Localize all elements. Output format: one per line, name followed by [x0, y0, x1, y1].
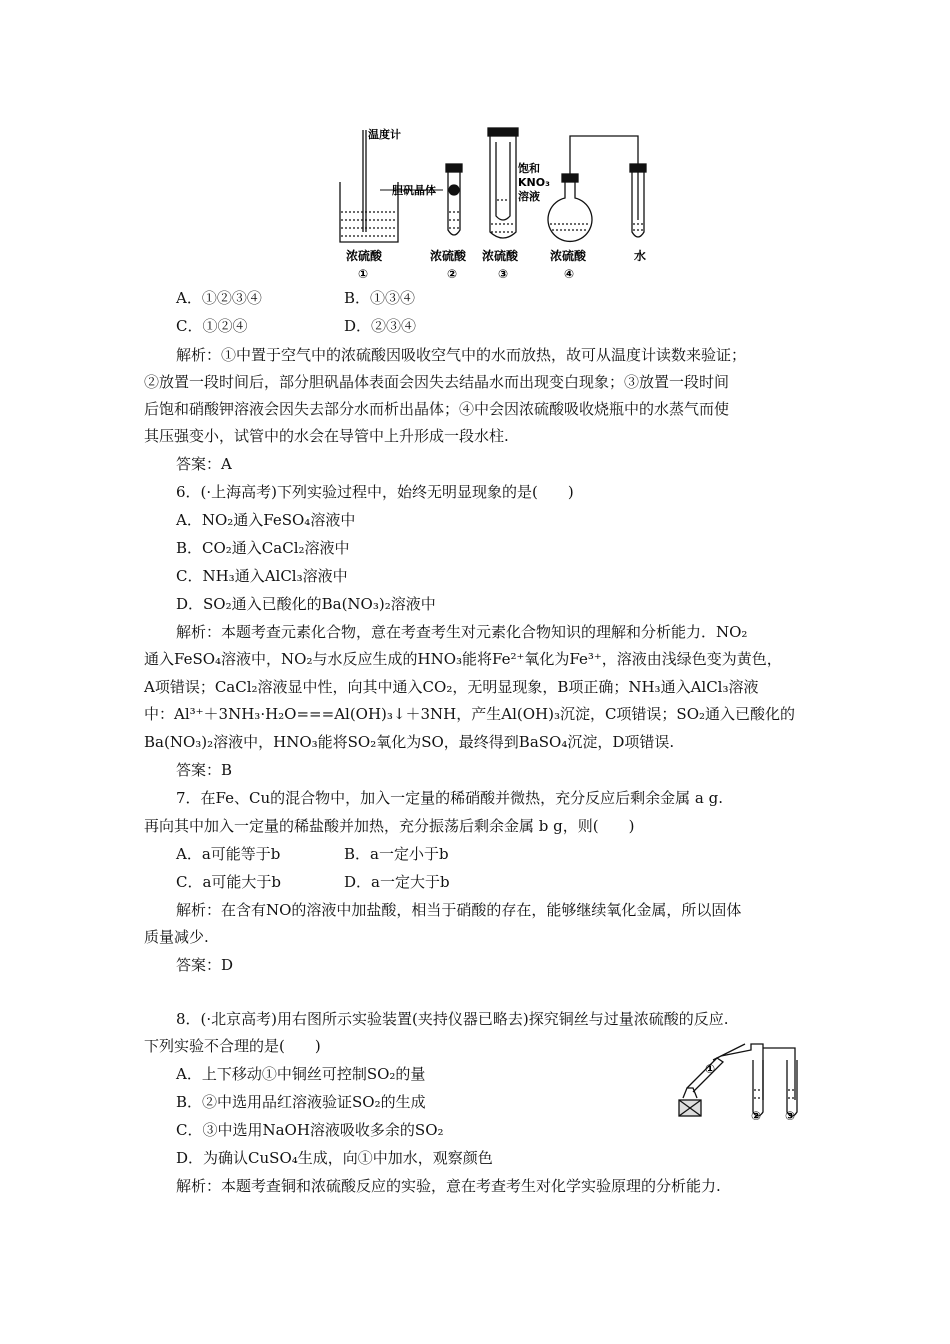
- q6-explanation-2: 通入FeSO₄溶液中，NO₂与水反应生成的HNO₃能将Fe²⁺氧化为Fe³⁺，溶液由浅绿色变为黄色，: [144, 650, 782, 668]
- num-2: ②: [447, 267, 458, 280]
- sat-label-a: 饱和: [518, 162, 540, 175]
- acid-label-2: 浓硫酸: [430, 249, 467, 263]
- flask-with-water-tube: [548, 136, 646, 241]
- q7-explanation-1: 解析：在含有NO的溶液中加盐酸，相当于硝酸的存在，能够继续氧化金属，所以固体: [176, 901, 742, 919]
- num-1: ①: [358, 267, 369, 280]
- q7-option-a: A．a可能等于b: [176, 845, 281, 863]
- q8-explanation-1: 解析：本题考查铜和浓硫酸反应的实验，意在考查考生对化学实验原理的分析能力.: [176, 1177, 721, 1195]
- q6-explanation-1: 解析：本题考查元素化合物，意在考查考生对元素化合物知识的理解和分析能力．NO₂: [176, 623, 748, 641]
- fig2-num-2: ②: [751, 1109, 762, 1120]
- water-label: 水: [634, 249, 647, 263]
- q6-option-b: B．CO₂通入CaCl₂溶液中: [176, 539, 350, 557]
- q8-option-c: C．③中选用NaOH溶液吸收多余的SO₂: [176, 1121, 444, 1139]
- q5-explanation-1: 解析：①中置于空气中的浓硫酸因吸收空气中的水而放热，故可从温度计读数来验证；: [176, 346, 747, 364]
- acid-label-3: 浓硫酸: [482, 249, 519, 263]
- q7-explanation-2: 质量减少.: [144, 928, 209, 946]
- q6-stem: 6．(·上海高考)下列实验过程中，始终无明显现象的是( ): [176, 483, 574, 501]
- q5-explanation-3: 后饱和硝酸钾溶液会因失去部分水而析出晶体；④中会因浓硫酸吸收烧瓶中的水蒸气而使: [144, 400, 730, 418]
- sat-label-b: KNO₃: [518, 176, 550, 189]
- q8-option-b: B．②中选用品红溶液验证SO₂的生成: [176, 1093, 426, 1111]
- q5-explanation-4: 其压强变小，试管中的水会在导管中上升形成一段水柱.: [144, 427, 509, 445]
- thermometer-label: 温度计: [368, 128, 401, 141]
- fig2-num-1: ①: [705, 1062, 716, 1076]
- q6-explanation-4: 中：Al³⁺＋3NH₃·H₂O===Al(OH)₃↓＋3NH，产生Al(OH)₃沉淀，C项错误；SO₂通入已酸化的: [144, 705, 796, 723]
- q7-option-b: B．a一定小于b: [344, 845, 449, 863]
- q7-option-d: D．a一定大于b: [344, 873, 450, 891]
- q8-stem-1: 8．(·北京高考)用右图所示实验装置(夹持仪器已略去)探究铜丝与过量浓硫酸的反应.: [176, 1010, 729, 1028]
- fig2-num-3: ③: [785, 1109, 796, 1120]
- sat-label-c: 溶液: [518, 190, 540, 203]
- q5-option-c: C．①②④: [176, 317, 248, 335]
- test-tube-kno3: [488, 128, 518, 238]
- acid-label-1: 浓硫酸: [346, 249, 383, 263]
- num-3: ③: [498, 267, 509, 280]
- q5-answer: 答案：A: [176, 455, 232, 473]
- copper-reaction-figure: [665, 1040, 815, 1120]
- q5-option-d: D．②③④: [344, 317, 417, 335]
- apparatus-figure: [330, 120, 670, 280]
- q5-option-a: A．①②③④: [176, 289, 262, 307]
- q8-option-d: D．为确认CuSO₄生成，向①中加水，观察颜色: [176, 1149, 493, 1167]
- test-tube-crystal: [446, 164, 462, 235]
- beaker-with-thermometer: [340, 130, 398, 242]
- num-4: ④: [564, 267, 575, 280]
- q7-stem-1: 7．在Fe、Cu的混合物中，加入一定量的稀硝酸并微热，充分反应后剩余金属 a g.: [176, 789, 723, 807]
- q6-explanation-3: A项错误；CaCl₂溶液显中性，向其中通入CO₂，无明显现象，B项正确；NH₃通入AlCl₃溶液: [144, 678, 759, 696]
- q8-option-a: A．上下移动①中铜丝可控制SO₂的量: [176, 1065, 426, 1083]
- crystal-label: 胆矾晶体: [392, 184, 436, 197]
- q8-stem-2: 下列实验不合理的是( ): [144, 1037, 321, 1055]
- q7-stem-2: 再向其中加入一定量的稀盐酸并加热，充分振荡后剩余金属 b g，则( ): [144, 817, 635, 835]
- q5-explanation-2: ②放置一段时间后，部分胆矾晶体表面会因失去结晶水而出现变白现象；③放置一段时间: [144, 373, 730, 391]
- q7-answer: 答案：D: [176, 956, 234, 974]
- q6-explanation-5: Ba(NO₃)₂溶液中，HNO₃能将SO₂氧化为SO，最终得到BaSO₄沉淀，D项错误.: [144, 733, 675, 751]
- q5-option-b: B．①③④: [344, 289, 416, 307]
- q7-option-c: C．a可能大于b: [176, 873, 282, 891]
- acid-label-4: 浓硫酸: [550, 249, 587, 263]
- q6-answer: 答案：B: [176, 761, 233, 779]
- q6-option-d: D．SO₂通入已酸化的Ba(NO₃)₂溶液中: [176, 595, 436, 613]
- q6-option-c: C．NH₃通入AlCl₃溶液中: [176, 567, 348, 585]
- q6-option-a: A．NO₂通入FeSO₄溶液中: [176, 511, 356, 529]
